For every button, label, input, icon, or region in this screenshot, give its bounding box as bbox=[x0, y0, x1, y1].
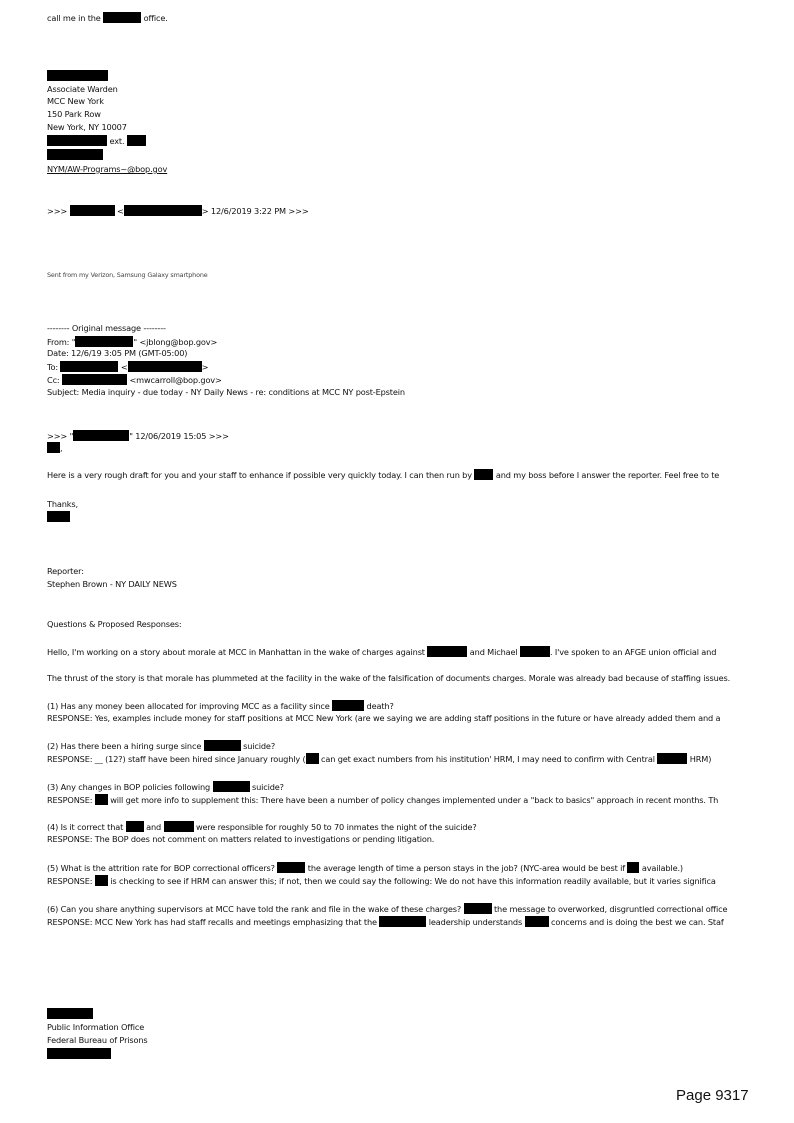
redaction bbox=[95, 875, 108, 886]
redaction bbox=[103, 12, 141, 23]
question-3: (3) Any changes in BOP policies following suicide? bbox=[47, 782, 284, 792]
salutation: , bbox=[47, 442, 62, 453]
signature-fax bbox=[47, 149, 103, 160]
page-number: Page 9317 bbox=[676, 1087, 749, 1104]
original-subject: Subject: Media inquiry - due today - NY Daily News - re: conditions at MCC NY post-Epstein bbox=[47, 387, 405, 397]
reporter-hello: Hello, I'm working on a story about morale at MCC in Manhattan in the wake of charges against and Michael . I've spoken to an AFGE union official and bbox=[47, 647, 717, 657]
redaction bbox=[126, 821, 144, 832]
redaction bbox=[164, 821, 194, 832]
original-from: From: " " <jblong@bop.gov> bbox=[47, 337, 218, 347]
redaction bbox=[70, 205, 115, 216]
response-1: RESPONSE: Yes, examples include money for staff positions at MCC New York (are we saying we are adding staff positions in the future or have already added them and a bbox=[47, 713, 721, 723]
thanks-line: Thanks, bbox=[47, 499, 78, 509]
redaction bbox=[657, 753, 687, 764]
signature-email-link[interactable]: NYM/AW-Programs~@bop.gov bbox=[47, 164, 168, 174]
redaction bbox=[73, 430, 129, 441]
redaction bbox=[47, 442, 60, 453]
response-3: RESPONSE: will get more info to supplement this: There have been a number of policy changes implemented under a "back to basics" approach in recent months. Th bbox=[47, 795, 719, 805]
response-6: RESPONSE: MCC New York has had staff recalls and meetings emphasizing that the leadership understands concerns and is doing the best we can. Staf bbox=[47, 917, 724, 927]
response-2: RESPONSE: __ (12?) staff have been hired since January roughly ( can get exact numbers from his institution' HRM, I may need to confirm with Central HRM) bbox=[47, 754, 712, 764]
redaction bbox=[47, 1008, 93, 1019]
redaction bbox=[47, 149, 103, 160]
redaction bbox=[627, 862, 639, 873]
redaction bbox=[306, 753, 319, 764]
redaction bbox=[464, 903, 492, 914]
redaction bbox=[128, 361, 202, 372]
signature-name bbox=[47, 70, 108, 81]
reporter-label: Reporter: bbox=[47, 566, 84, 576]
redaction bbox=[520, 646, 550, 657]
qa-header: Questions & Proposed Responses: bbox=[47, 619, 182, 629]
reporter-thrust: The thrust of the story is that morale has plummeted at the facility in the wake of the falsification of documents charges. Morale was already bad because of staffing issues. bbox=[47, 673, 731, 683]
signature-street: 150 Park Row bbox=[47, 109, 101, 119]
question-5: (5) What is the attrition rate for BOP correctional officers? the average length of time a person stays in the job? (NYC-area would be best if available.) bbox=[47, 863, 683, 873]
redaction bbox=[379, 916, 426, 927]
footer-sig-bureau: Federal Bureau of Prisons bbox=[47, 1035, 148, 1045]
intro-line: call me in the office. bbox=[47, 13, 168, 23]
forward-header-2: >>> " " 12/06/2019 15:05 >>> bbox=[47, 431, 229, 441]
redaction bbox=[213, 781, 250, 792]
sent-from-line: Sent from my Verizon, Samsung Galaxy smartphone bbox=[47, 271, 208, 279]
forward-header-1: >>> < > 12/6/2019 3:22 PM >>> bbox=[47, 206, 309, 216]
redaction bbox=[47, 511, 70, 522]
redaction bbox=[427, 646, 467, 657]
sender-name bbox=[47, 511, 70, 522]
redaction bbox=[47, 70, 108, 81]
body-paragraph-1: Here is a very rough draft for you and your staff to enhance if possible very quickly today. I can then run by and my boss before I answer the reporter. Feel free to te bbox=[47, 470, 720, 480]
response-4: RESPONSE: The BOP does not comment on matters related to investigations or pending litigation. bbox=[47, 834, 435, 844]
original-cc: Cc: <mwcarroll@bop.gov> bbox=[47, 375, 222, 385]
redaction bbox=[62, 374, 127, 385]
redaction bbox=[525, 916, 549, 927]
reporter-name: Stephen Brown - NY DAILY NEWS bbox=[47, 579, 177, 589]
redaction bbox=[60, 361, 118, 372]
original-to: To: < > bbox=[47, 362, 209, 372]
redaction bbox=[127, 135, 146, 146]
redaction bbox=[474, 469, 493, 480]
redaction bbox=[332, 700, 364, 711]
signature-org: MCC New York bbox=[47, 96, 104, 106]
signature-title: Associate Warden bbox=[47, 84, 118, 94]
footer-sig-name bbox=[47, 1008, 93, 1019]
redaction bbox=[75, 336, 133, 347]
signature-city: New York, NY 10007 bbox=[47, 122, 127, 132]
redaction bbox=[124, 205, 202, 216]
footer-sig-phone bbox=[47, 1048, 111, 1059]
response-5: RESPONSE: is checking to see if HRM can answer this; if not, then we could say the following: We do not have this information readily available, but it varies significa bbox=[47, 876, 716, 886]
redaction bbox=[277, 862, 305, 873]
question-6: (6) Can you share anything supervisors at MCC have told the rank and file in the wake of these charges? the message to overworked, disgruntled correctional office bbox=[47, 904, 728, 914]
redaction bbox=[95, 794, 108, 805]
redaction bbox=[204, 740, 241, 751]
redaction bbox=[47, 1048, 111, 1059]
signature-phone: ext. bbox=[47, 135, 146, 146]
question-2: (2) Has there been a hiring surge since suicide? bbox=[47, 741, 276, 751]
original-message-header: -------- Original message -------- bbox=[47, 323, 166, 333]
redaction bbox=[47, 135, 107, 146]
footer-sig-office: Public Information Office bbox=[47, 1022, 145, 1032]
question-4: (4) Is it correct that and were responsible for roughly 50 to 70 inmates the night of the suicide? bbox=[47, 822, 477, 832]
question-1: (1) Has any money been allocated for improving MCC as a facility since death? bbox=[47, 701, 394, 711]
original-date: Date: 12/6/19 3:05 PM (GMT-05:00) bbox=[47, 348, 188, 358]
